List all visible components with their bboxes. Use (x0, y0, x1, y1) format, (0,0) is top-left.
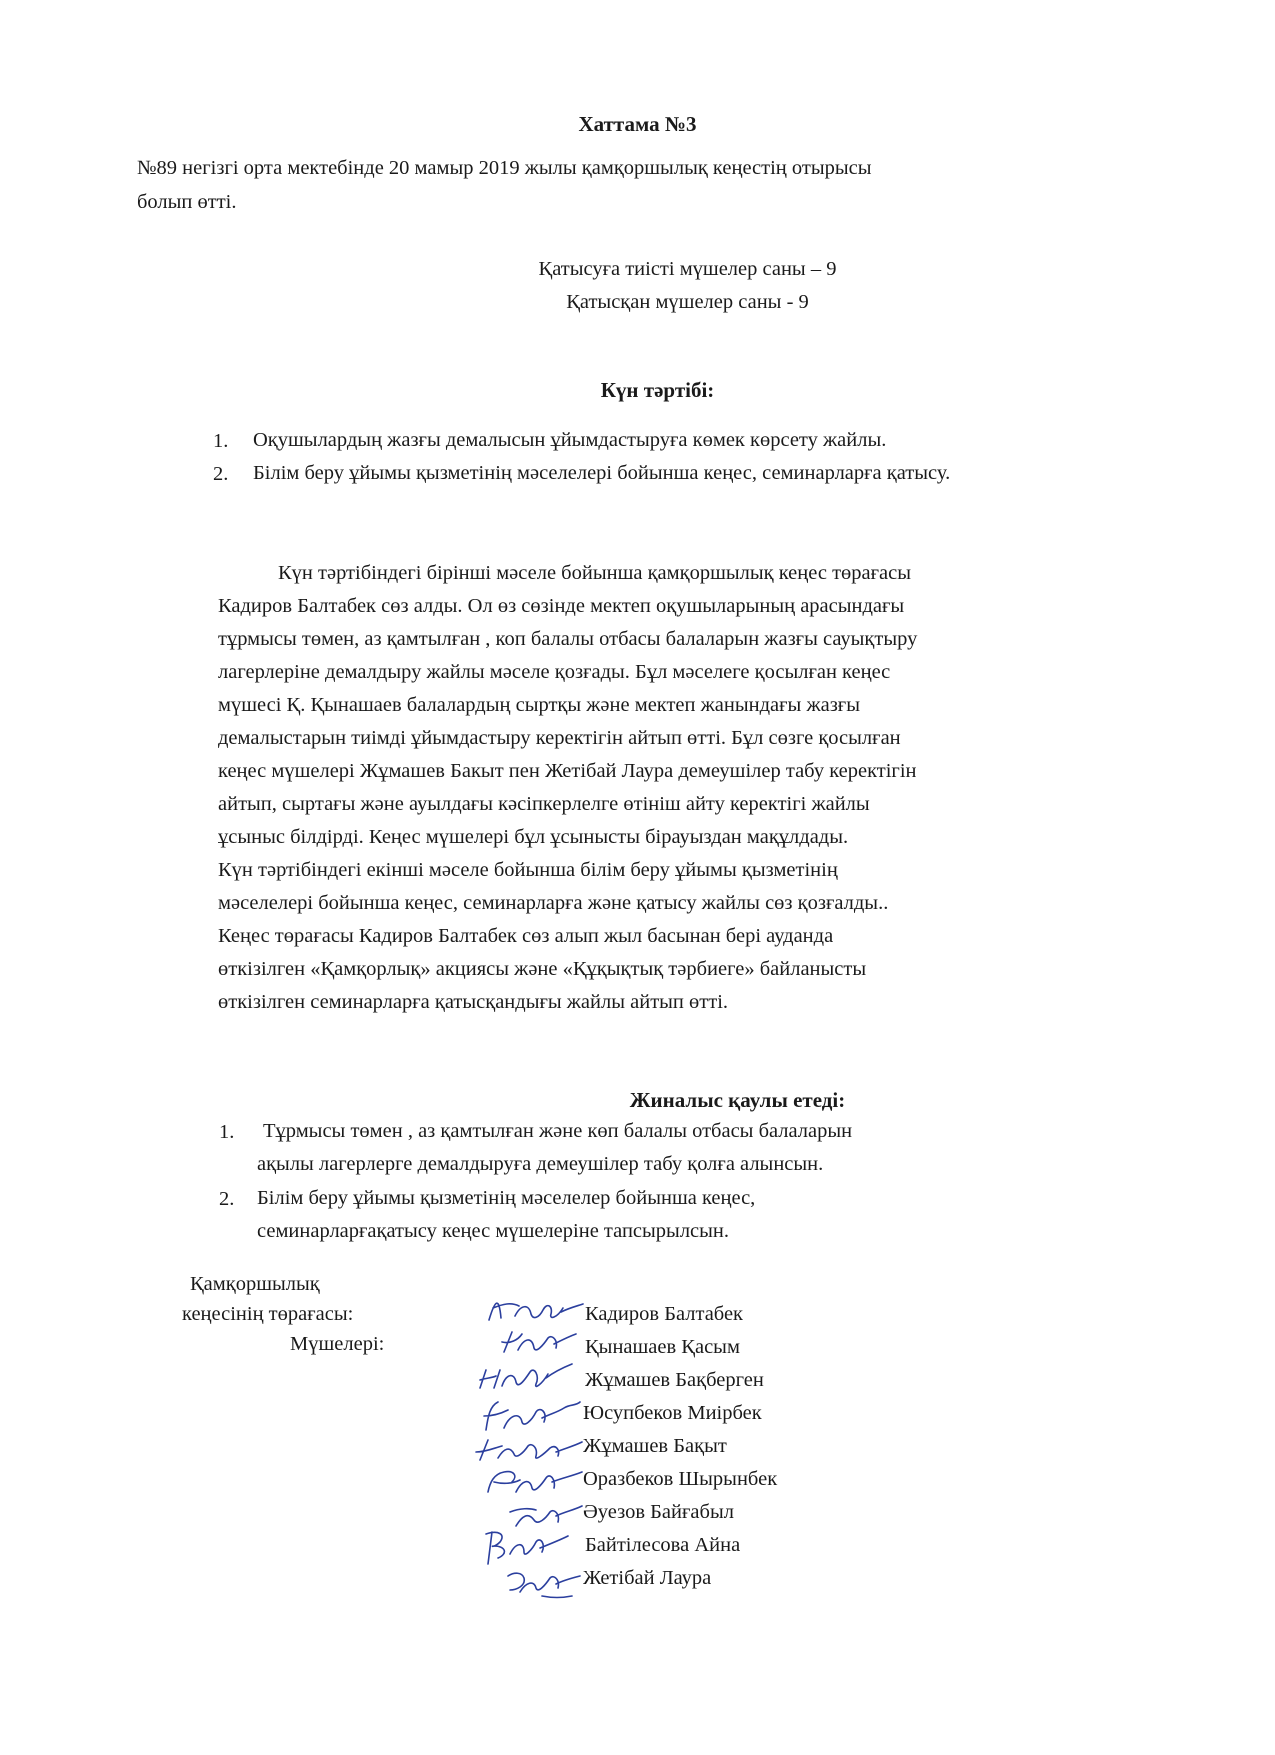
resolution-item-line: ақылы лагерлерге демалдыруға демеушілер табу қолға алынсын. (257, 1153, 824, 1175)
body-line: Күн тәртібіндегі бірінші мәселе бойынша қамқоршылық кеңес төрағасы (278, 562, 912, 584)
agenda-item: Білім беру ұйымы қызметінің мәселелері бойынша кеңес, семинарларға қатысу. (253, 462, 951, 484)
body-line: мәселелері бойынша кеңес, семинарларға және қатысу жайлы сөз қозғалды.. (218, 892, 889, 914)
agenda-heading: Күн тәртібі: (600, 378, 715, 402)
signature-mark (482, 1462, 586, 1500)
document-title: Хаттама №3 (578, 112, 697, 136)
signature-mark (498, 1326, 578, 1358)
member-name: Жетібай Лаура (583, 1567, 712, 1589)
attendance-present: Қатысқан мүшелер саны - 9 (566, 291, 809, 313)
signature-mark (502, 1562, 582, 1598)
body-line: демалыстарын тиімді ұйымдастыру керектігін айтып өтті. Бұл сөзге қосылған (218, 727, 901, 749)
resolution-heading: Жиналыс қаулы етеді: (629, 1088, 846, 1112)
member-name: Оразбеков Шырынбек (583, 1468, 778, 1490)
body-line: өткізілген «Қамқорлық» акциясы және «Құқықтық тәрбиеге» байланысты (218, 958, 867, 980)
member-name: Қынашаев Қасым (585, 1336, 740, 1358)
body-line: Кадиров Балтабек сөз алды. Ол өз сөзінде мектеп оқушыларының арасындағы (218, 595, 905, 617)
body-line: кеңес мүшелері Жұмашев Бакыт пен Жетібай Лаура демеушілер табу керектігін (218, 760, 917, 782)
intro-line-1: №89 негізгі орта мектебінде 20 мамыр 2019 жылы қамқоршылық кеңестің отырысы (137, 157, 872, 179)
intro-line-2: болып өтті. (137, 191, 237, 213)
body-line: Кеңес төрағасы Кадиров Балтабек сөз алып жыл басынан бері ауданда (218, 925, 834, 947)
body-line: лагерлеріне демалдыру жайлы мәселе қозғады. Бұл мәселеге қосылған кеңес (218, 661, 891, 683)
members-label: Мүшелері: (290, 1333, 385, 1355)
signature-mark (485, 1290, 585, 1330)
resolution-item-line: Тұрмысы төмен , аз қамтылған және көп балалы отбасы балаларын (263, 1120, 853, 1142)
member-name: Жұмашев Бақыт (583, 1435, 727, 1457)
body-line: өткізілген семинарларға қатысқандығы жайлы айтып өтті. (218, 991, 729, 1013)
chair-label: Қамқоршылық (190, 1273, 320, 1295)
body-line: мүшесі Қ. Қынашаев балалардың сыртқы және мектеп жанындағы жазғы (218, 694, 860, 716)
member-name: Әуезов Байғабыл (583, 1501, 734, 1523)
attendance-required: Қатысуға тиісті мүшелер саны – 9 (538, 258, 837, 280)
member-name: Кадиров Балтабек (585, 1303, 744, 1325)
member-name: Байтілесова Айна (585, 1534, 741, 1556)
resolution-item-number: 1. (219, 1121, 235, 1143)
body-line: тұрмысы төмен, аз қамтылған , коп балалы отбасы балаларын жазғы сауықтыру (218, 628, 918, 650)
chair-label: кеңесінің төрағасы: (182, 1303, 354, 1325)
agenda-item-number: 2. (213, 463, 229, 485)
member-name: Юсупбеков Миірбек (583, 1402, 762, 1424)
signature-mark (476, 1358, 586, 1398)
resolution-item-number: 2. (219, 1188, 235, 1210)
member-name: Жұмашев Бақберген (585, 1369, 764, 1391)
body-line: ұсыныс білдірді. Кеңес мүшелері бұл ұсынысты бірауыздан мақұлдады. (218, 826, 849, 848)
agenda-item: Оқушылардың жазғы демалысын ұйымдастыруға көмек көрсету жайлы. (253, 429, 887, 451)
resolution-item-line: семинарларғақатысу кеңес мүшелеріне тапсырылсын. (257, 1220, 730, 1242)
body-line: Күн тәртібіндегі екінші мәселе бойынша білім беру ұйымы қызметінің (218, 859, 838, 881)
resolution-item-line: Білім беру ұйымы қызметінің мәселелер бойынша кеңес, (257, 1187, 756, 1209)
agenda-item-number: 1. (213, 430, 229, 452)
body-line: айтып, сыртағы және ауылдағы кәсіпкерлелге өтініш айту керектігі жайлы (218, 793, 870, 815)
